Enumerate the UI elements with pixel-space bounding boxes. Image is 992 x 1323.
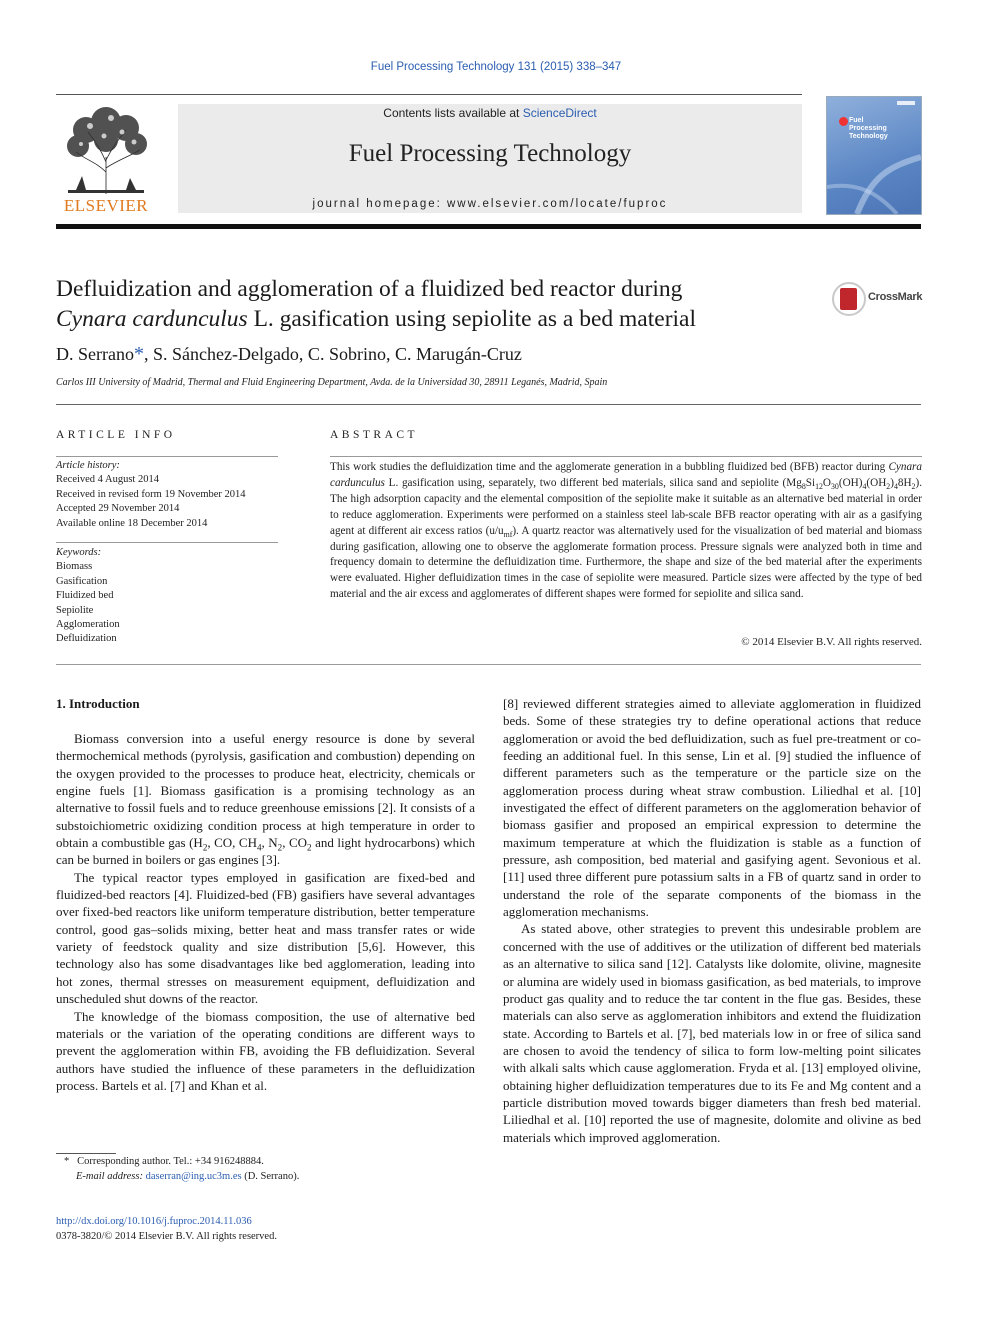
affiliation: Carlos III University of Madrid, Thermal and Fluid Engineering Department, Avda. de la Universidad 30, 28911 Leganés, Madrid, Spain bbox=[56, 377, 608, 388]
footnote-corresponding-text: Corresponding author. Tel.: +34 916248884. bbox=[77, 1156, 264, 1167]
paragraph: [8] reviewed different strategies aimed to alleviate agglomeration in fluidized beds. Some of these strategies try to define operational actions that reduce agglomeration or avoid the bed defluidization, such as fuel pre-treatment or co-feeding an additional fuel. In this sense, Lin et al. [9] studied the influence of different parameters such as the temperature or the particle size on the agglomeration process during wheat straw combustion. Liliedhal et al. [10] investigated the effect of different parameters on the agglomeration behavior of biomass gasifier and proposed an empirical expression to determine the maximum temperature at which the fluidization is stable as a function of pressure, ash composition, bed material and gasifying agent. Sevonious et al. [11] used three different pure potassium salts in a FB of quartz sand in order to understand the role of the separate components of the biomass in the agglomeration mechanisms. bbox=[503, 696, 921, 920]
abstract-part: ). The high adsorption capacity and the elemental composition of the sepiolite make it suitable as an alternative bed material in order to reduce agglomeration. Experiments were performed on a stainless steel lab-scale BFB reactor operating with air as a gasifying agent at different air excess ratios (u/u bbox=[330, 476, 922, 537]
paragraph-text: , CO, CH bbox=[207, 835, 257, 851]
footnote-email-line bbox=[56, 1169, 476, 1184]
abstract-part: ). A quartz reactor was alternatively used for the visualization of bed material and biomass during gasification, allowing one to observe the agglomerate formation process. Pressure signals were analyzed both in time and frequency domain to determine the defluidization time. Furthermore, the shape and size of the bed material after the experiments were evaluated. Higher defluidization times in the case of sepiolite were measured. Particle sizes were affected by the type of bed material and the air excess and agglomerates of different shapes were formed for sepiolite and silica sand. bbox=[330, 524, 922, 601]
email-label: E-mail address: bbox=[76, 1171, 143, 1182]
cover-title-line: Fuel bbox=[849, 117, 864, 124]
paragraph-text: , N bbox=[261, 835, 278, 851]
cover-title-line: Technology bbox=[849, 133, 888, 140]
crossmark-icon bbox=[832, 282, 866, 316]
keywords-label: Keywords: bbox=[56, 547, 102, 558]
keyword: Fluidized bed bbox=[56, 590, 114, 602]
cover-title-line: Processing bbox=[849, 125, 887, 132]
paragraph-text: and light hydrocarbons) which can be burned in boilers or gas engines [3]. bbox=[56, 835, 476, 868]
keyword: Sepiolite bbox=[56, 604, 94, 616]
title-line-2-rest: L. gasification using sepiolite as a bed material bbox=[247, 306, 697, 332]
abstract-heading: ABSTRACT bbox=[330, 429, 419, 441]
crossmark-label: CrossMark bbox=[868, 291, 923, 303]
title-species: Cynara cardunculus bbox=[56, 306, 248, 332]
corresponding-author-mark[interactable]: * bbox=[133, 343, 144, 365]
cover-title bbox=[849, 117, 888, 141]
paragraph: The knowledge of the biomass composition, the use of alternative bed materials or the variation of the operating conditions are different ways to prevent the agglomeration within FB, avoiding the FB defluidization. Several authors have studied the influence of these parameters in the defluidization process. Bartels et al. [7] and Khan et al. bbox=[56, 1008, 475, 1093]
sciencedirect-link[interactable]: ScienceDirect bbox=[522, 106, 597, 120]
history-item: Accepted 29 November 2014 bbox=[56, 503, 180, 515]
journal-cover-thumbnail[interactable] bbox=[826, 96, 922, 215]
history-item: Received 4 August 2014 bbox=[56, 474, 159, 486]
footnote bbox=[56, 1154, 476, 1184]
title-line-2 bbox=[56, 304, 796, 334]
paragraph: As stated above, other strategies to prevent this undesirable problem are concerned with the use of additives or the utilization of different bed materials as an alternative to silica sand [12]. Catalysts like dolomite, olivine, magnesite or alumina are widely used in biomass gasification, as bed materials, to improve product gas quality and to reduce the tar content in the flue gas. Besides, these materials can also serve as agglomeration inhibitors and extend the fluidization state. According to Bartels et al. [7], bed materials low in or free of silica sand are chosen to avoid the tendency of silica to form low-melting point silicates with alkali salts which cause agglomeration. Fryda et al. [13] employed olivine, obtaining higher defluidization temperatures due to its Fe and Mg content and a particle distribution moved towards bigger diameters than fresh bed material. Liliedhal et al. [10] reported the use of magnesite, dolomite and olivine as bed materials which improved agglomeration. bbox=[503, 921, 921, 1145]
footnote-corresponding bbox=[56, 1154, 476, 1169]
abstract-species: Cynara cardunculus bbox=[330, 461, 922, 489]
doi-block bbox=[56, 1214, 277, 1244]
abstract-copyright: © 2014 Elsevier B.V. All rights reserved. bbox=[741, 636, 922, 648]
section-heading-introduction: 1. Introduction bbox=[56, 696, 140, 711]
title-bottom-rule bbox=[56, 404, 921, 405]
abstract-text: This work studies the defluidization time and the agglomerate generation in a bubbling fluidized bed (BFB) reactor during Cynara cardunculus L. gasification using, separately, two different bed materials, silica sand and sepiolite $(Mg_8Si_{12}O_{30}(OH)_4(OH_2)_48H_2)$. The high adsorption capacity and the elemental composition of the sepiolite make it suitable as an alternative bed material in order to reduce agglomeration. Experiments were performed on a stainless steel lab-scale BFB reactor operating with air as a gasifying agent at different air excess ratios $(u/u_{mf})$. A quartz reactor was alternatively used for the visualization of bed material and biomass during gasification, allowing one to observe the agglomerate formation process. Pressure signals were analyzed both in time and frequency domain to determine the defluidization time. Furthermore, the shape and size of the bed material after the experiments were evaluated. Higher defluidization times in the case of sepiolite were measured. Particle sizes were affected by the type of bed material and the air excess and agglomerates of different shapes were formed for sepiolite and silica sand. bbox=[330, 461, 922, 601]
keyword: Biomass bbox=[56, 561, 93, 573]
body-column-right bbox=[503, 695, 921, 1146]
history-item: Received in revised form 19 November 2014 bbox=[56, 488, 246, 500]
history-item: Available online 18 December 2014 bbox=[56, 517, 208, 529]
author-names-rest: , S. Sánchez-Delgado, C. Sobrino, C. Marugán-Cruz bbox=[143, 344, 522, 364]
email-link[interactable]: daserran@ing.uc3m.es bbox=[145, 1171, 242, 1182]
keywords bbox=[56, 546, 286, 647]
journal-homepage[interactable]: journal homepage: www.elsevier.com/locate/fuproc bbox=[312, 198, 668, 210]
cover-logo-mark bbox=[839, 117, 848, 126]
doi-link[interactable]: http://dx.doi.org/10.1016/j.fuproc.2014.11.036 bbox=[56, 1216, 252, 1227]
journal-title: Fuel Processing Technology bbox=[348, 140, 632, 167]
cover-decoration bbox=[827, 97, 921, 214]
paragraph: Biomass conversion into a useful energy resource is done by several thermochemical methods (pyrolysis, gasification and combustion) depending on the oxygen provided to the processes to produce heat, electricity, chemicals or engine fuels [1]. Biomass gasification is a promising technology as an alternative to fossil fuels and to reduce greenhouse emissions [2]. It consists of a substoichiometric oxidizing condition process at high temperature in order to obtain a combustible gas ($H_2$, CO, $CH_4$, $N_2$, $CO_2$ and light hydrocarbons) which can be burned in boilers or gas engines [3]. bbox=[56, 731, 476, 868]
article-info-heading: ARTICLE INFO bbox=[56, 429, 176, 441]
abstract-rule bbox=[330, 456, 922, 457]
title-line-1: Defluidization and agglomeration of a fluidized bed reactor during bbox=[56, 276, 683, 302]
header-top-rule bbox=[56, 94, 802, 95]
issn-copyright: 0378-3820/© 2014 Elsevier B.V. All rights reserved. bbox=[56, 1231, 277, 1242]
contents-available-line bbox=[178, 106, 802, 120]
paragraph: The typical reactor types employed in gasification are fixed-bed and fluidized-bed reactors [4]. Fluidized-bed (FB) gasifiers have several advantages over fixed-bed reactors like uniform temperature distribution, better temperature control, good gas–solids mixing, better heat and mass transfer rates or wide variety of feedstock quality and size distribution [5,6]. However, this technology also has some disadvantages like bed agglomeration, leading into hot zones, thermal stresses on measurement equipment, defluidization and unscheduled shut downs of the reactor. bbox=[56, 869, 475, 1007]
article-history bbox=[56, 459, 286, 531]
abstract-bottom-rule bbox=[56, 664, 921, 665]
abstract-part: L. gasification using, separately, two different bed materials, silica sand and sepiolite (Mg bbox=[384, 476, 802, 489]
article-history-label: Article history: bbox=[56, 460, 120, 471]
crossmark-badge[interactable] bbox=[832, 282, 922, 314]
contents-prefix: Contents lists available at bbox=[383, 106, 523, 120]
paragraph-text: Biomass conversion into a useful energy resource is done by several thermochemical methods (pyrolysis, gasification and combustion) depending on the oxygen provided to the processes to produce heat, electricity, chemicals or engine fuels [1]. Biomass gasification is a promising technology as an alternative to fossil fuels and to reduce greenhouse emissions [2]. It consists of a substoichiometric oxidizing condition process at high temperature in order to obtain a combustible gas (H bbox=[56, 731, 475, 851]
abstract-part: This work studies the defluidization time and the agglomerate generation in a bubbling fluidized bed (BFB) reactor during bbox=[330, 461, 889, 473]
keywords-rule bbox=[56, 542, 278, 543]
email-suffix: (D. Serrano). bbox=[241, 1171, 300, 1182]
article-info-rule bbox=[56, 456, 278, 457]
footnote-star: * bbox=[64, 1156, 70, 1167]
keyword: Defluidization bbox=[56, 633, 117, 645]
publisher-wordmark: ELSEVIER bbox=[63, 196, 149, 215]
keyword: Agglomeration bbox=[56, 619, 120, 631]
journal-reference[interactable]: Fuel Processing Technology 131 (2015) 338–347 bbox=[370, 61, 622, 73]
article-title bbox=[56, 274, 796, 334]
paragraph-text: , CO bbox=[282, 835, 308, 851]
body-column-left bbox=[56, 730, 475, 1094]
author-name[interactable]: D. Serrano bbox=[56, 344, 134, 364]
header-thick-rule bbox=[56, 224, 921, 229]
author-list bbox=[56, 343, 522, 366]
keyword: Gasification bbox=[56, 575, 108, 587]
